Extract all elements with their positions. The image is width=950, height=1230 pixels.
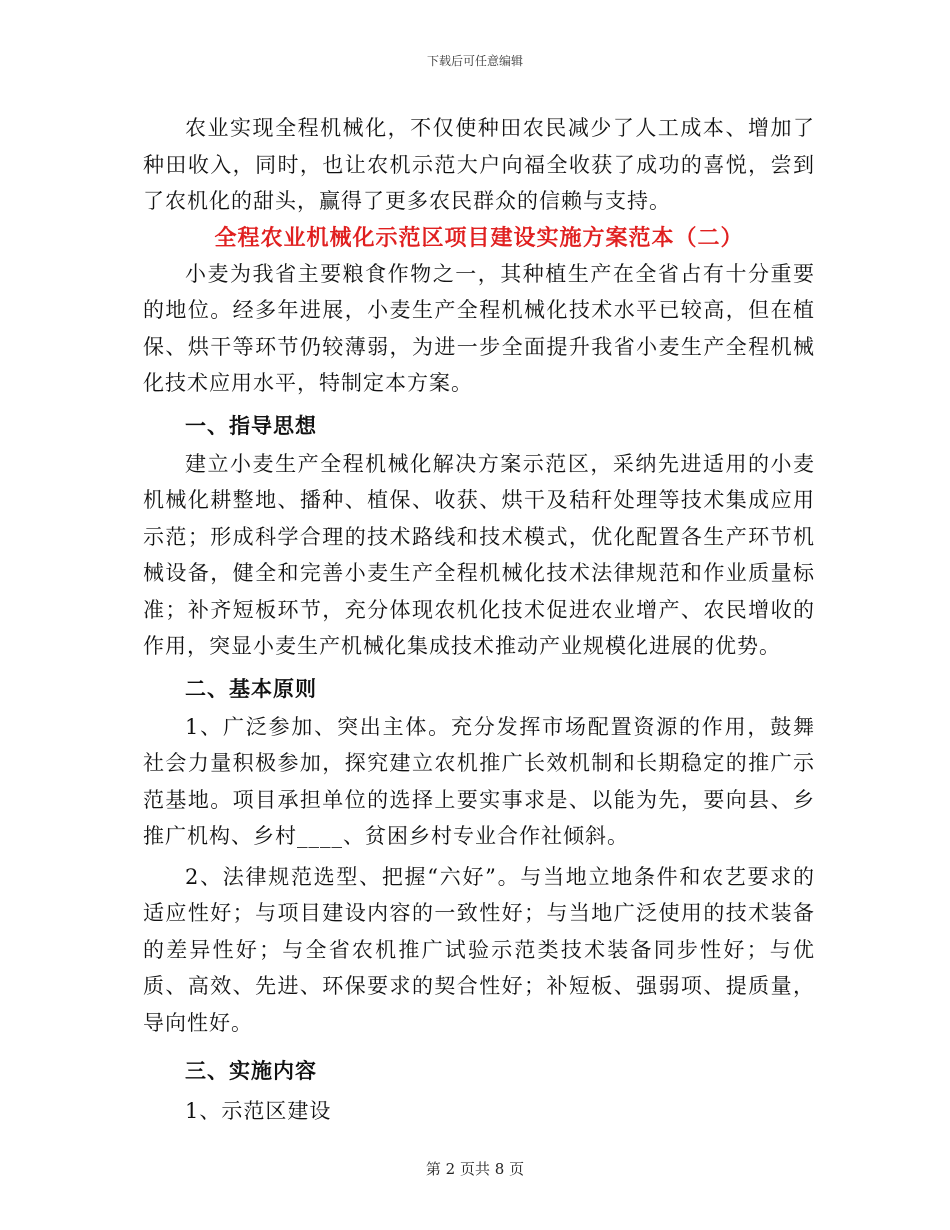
principle-item-1: 1、广泛参加、突出主体。充分发挥市场配置资源的作用，鼓舞社会力量积极参加，探究建立农机推广长效机制和长期稳定的推广示范基地。项目承担单位的选择上要实事求是、以能为先，要向县、乡推广机构、乡村____、贫困乡村专业合作社倾斜。 (143, 714, 815, 848)
preface-paragraph: 小麦为我省主要粮食作物之一，其种植生产在全省占有十分重要的地位。经多年进展，小麦生产全程机械化技术水平已较高，但在植保、烘干等环节仍较薄弱，为进一步全面提升我省小麦生产全程机械化技术应用水平，特制定本方案。 (143, 261, 815, 395)
principle-item-2: 2、法律规范选型、把握“六好”。与当地立地条件和农艺要求的适应性好；与项目建设内容的一致性好；与当地广泛使用的技术装备的差异性好；与全省农机推广试验示范类技术装备同步性好；与优质、高效、先进、环保要求的契合性好；补短板、强弱项、提质量，导向性好。 (143, 864, 815, 1035)
section-heading-guiding-ideology: 一、指导思想 (185, 412, 317, 438)
intro-paragraph: 农业实现全程机械化，不仅使种田农民减少了人工成本、增加了种田收入，同时，也让农机示范大户向福全收获了成功的喜悦，尝到了农机化的甜头，赢得了更多农民群众的信赖与支持。 (143, 116, 815, 213)
document-title: 全程农业机械化示范区项目建设实施方案范本（二） (214, 224, 744, 251)
section-body-guiding-ideology: 建立小麦生产全程机械化解决方案示范区，采纳先进适用的小麦机械化耕整地、播种、植保、收获、烘干及秸秆处理等技术集成应用示范；形成科学合理的技术路线和技术模式，优化配置各生产环节机械设备，健全和完善小麦生产全程机械化技术法律规范和作业质量标准；补齐短板环节，充分体现农机化技术促进农业增产、农民增收的作用，突显小麦生产机械化集成技术推动产业规模化进展的优势。 (143, 451, 815, 658)
subsection-demo-zone: 1、示范区建设 (185, 1099, 332, 1123)
document-body (143, 110, 815, 1131)
page-header: 下载后可任意编辑 (426, 54, 523, 68)
page-footer: 第 2 页共 8 页 (425, 1160, 525, 1178)
section-heading-basic-principles: 二、基本原则 (185, 675, 317, 701)
section-heading-implementation: 三、实施内容 (185, 1058, 317, 1083)
